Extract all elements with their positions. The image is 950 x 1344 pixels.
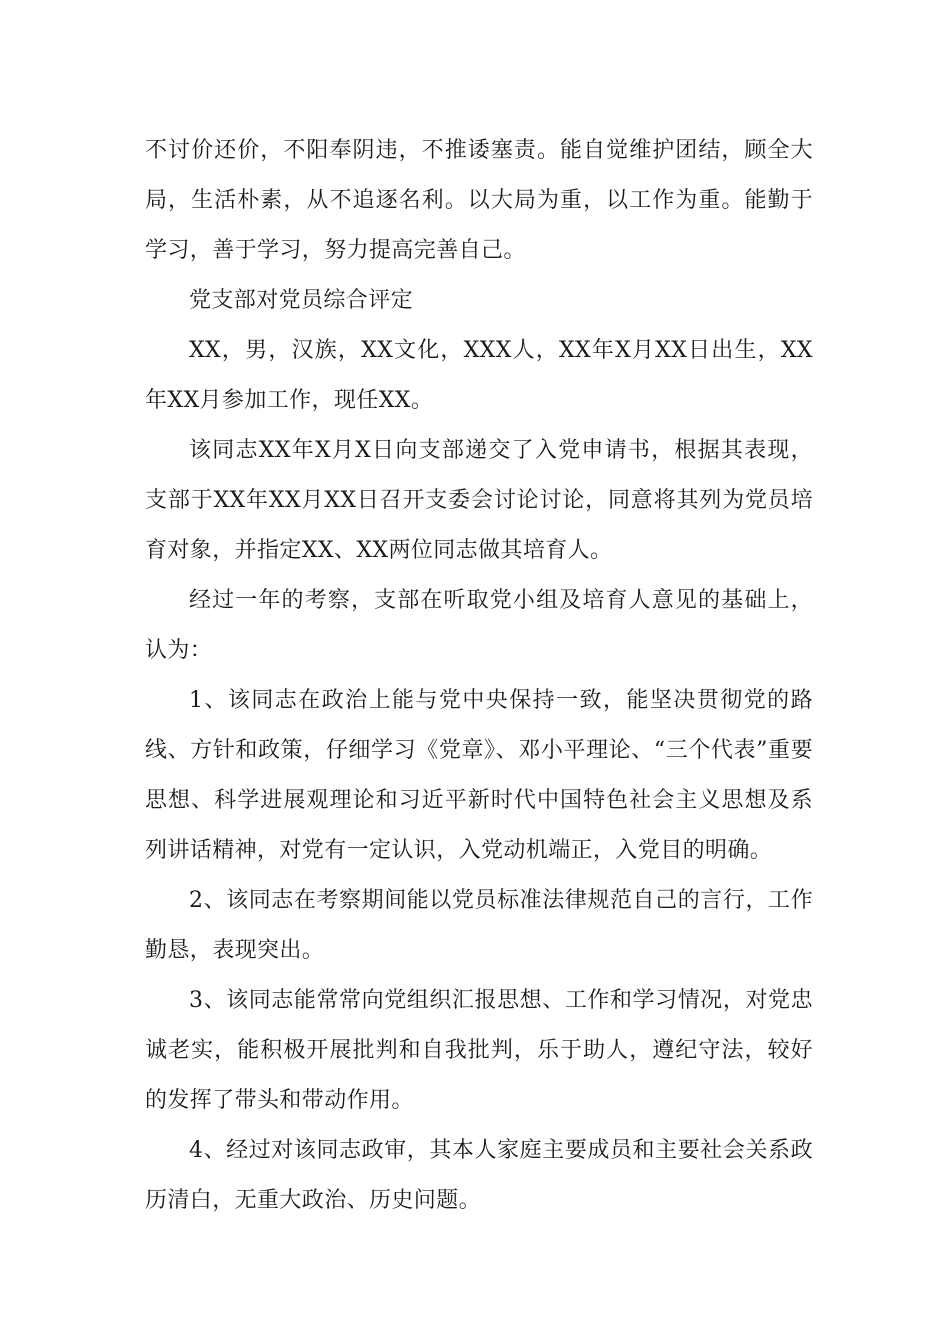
- paragraph-continuation: 不讨价还价，不阳奉阴违，不推诿塞责。能自觉维护团结，顾全大局，生活朴素，从不追逐名利。以大局为重，以工作为重。能勤于学习，善于学习，努力提高完善自己。: [145, 138, 813, 263]
- list-item-3: 3、该同志能常常向党组织汇报思想、工作和学习情况，对党忠诚老实，能积极开展批判和自我批判，乐于助人，遵纪守法，较好的发挥了带头和带动作用。: [145, 988, 813, 1113]
- list-item-4: 4、经过对该同志政审，其本人家庭主要成员和主要社会关系政历清白，无重大政治、历史问题。: [145, 1138, 813, 1213]
- list-item-2: 2、该同志在考察期间能以党员标准法律规范自己的言行，工作勤恳，表现突出。: [145, 888, 813, 963]
- paragraph-personal-info: XX，男，汉族，XX文化，XXX人，XX年X月XX日出生，XX年XX月参加工作，现任XX。: [145, 338, 813, 413]
- paragraph-application: 该同志XX年X月X日向支部递交了入党申请书，根据其表现，支部于XX年XX月XX日召开支委会讨论讨论，同意将其列为党员培育对象，并指定XX、XX两位同志做其培育人。: [145, 438, 813, 563]
- paragraph-assessment-intro: 经过一年的考察，支部在听取党小组及培育人意见的基础上，认为：: [145, 588, 813, 663]
- document-body: [145, 126, 813, 1226]
- section-heading: 党支部对党员综合评定: [189, 288, 414, 313]
- list-item-1: 1、该同志在政治上能与党中央保持一致，能坚决贯彻党的路线、方针和政策，仔细学习《党章》、邓小平理论、“三个代表”重要思想、科学进展观理论和习近平新时代中国特色社会主义思想及系列讲话精神，对党有一定认识，入党动机端正，入党目的明确。: [145, 688, 813, 863]
